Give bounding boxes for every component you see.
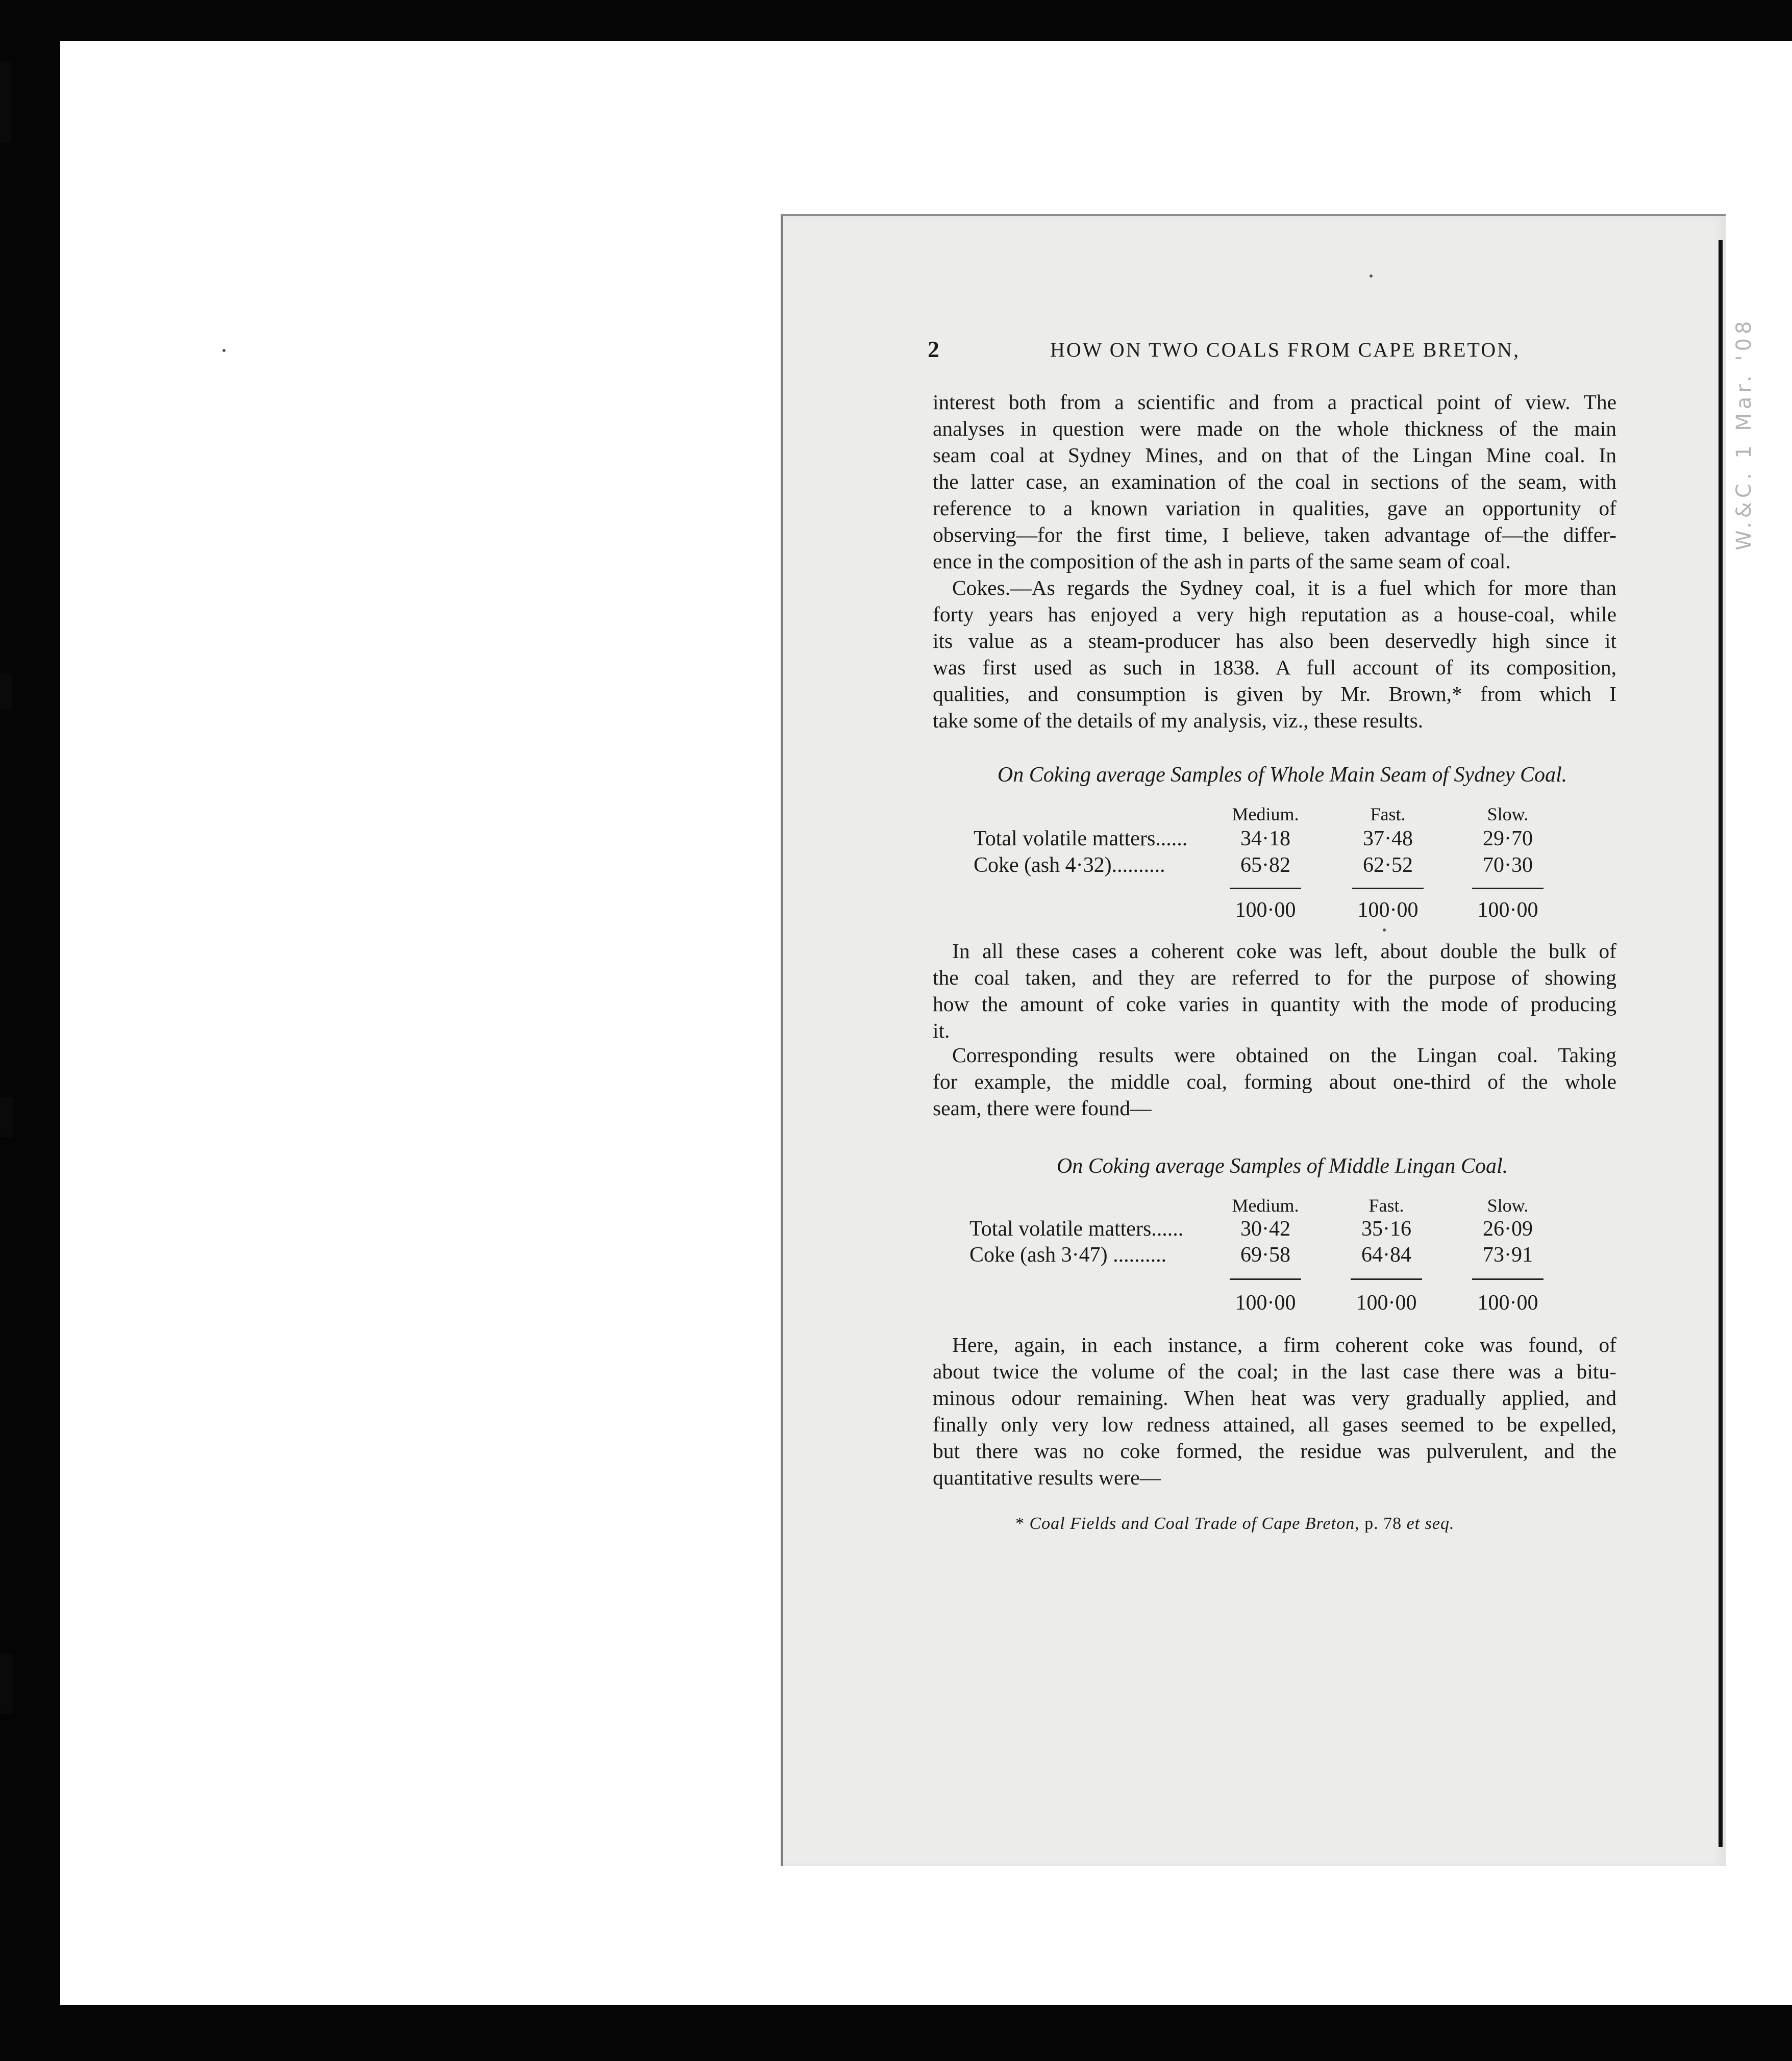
left-edge-mark <box>0 673 12 709</box>
total-cell: 100·00 <box>1235 898 1296 922</box>
total-cell: 100·00 <box>1477 898 1538 922</box>
table-caption: On Coking average Samples of Whole Main Seam of Sydney Coal. <box>997 763 1567 787</box>
line-text: the coal taken, and they are referred to for the purpose of showing <box>933 966 1616 989</box>
line-text: Cokes.—As regards the Sydney coal, it is a fuel which for more than <box>952 576 1616 599</box>
value-cell: 70·30 <box>1483 853 1533 877</box>
line-text: forty years has enjoyed a very high reputation as a house-coal, while <box>933 602 1616 626</box>
sum-rule <box>1351 1278 1422 1280</box>
text-line <box>933 938 1616 964</box>
text-line <box>933 1464 1616 1491</box>
text-line <box>933 654 1616 681</box>
paragraph-lingan <box>933 1042 1616 1121</box>
total-cell: 100·00 <box>1356 1291 1417 1315</box>
row-label: Total volatile matters...... <box>974 827 1188 850</box>
text-line <box>933 964 1616 991</box>
line-text: how the amount of coke varies in quantity with the mode of producing <box>933 992 1616 1016</box>
line-text: analyses in question were made on the whole thickness of the main <box>933 417 1616 440</box>
text-line <box>933 1017 1616 1044</box>
footnote-page: p. 78 <box>1359 1514 1407 1533</box>
sum-rule <box>1230 1278 1301 1280</box>
column-header: Fast. <box>1368 1195 1404 1216</box>
line-text: In all these cases a coherent coke was left, about double the bulk of <box>952 939 1616 963</box>
line-text: the latter case, an examination of the coal in sections of the seam, with <box>933 470 1616 493</box>
line-text: for example, the middle coal, forming about one-third of the whole <box>933 1070 1616 1093</box>
sum-rule <box>1472 1278 1544 1280</box>
sum-rule <box>1472 888 1544 889</box>
text-line <box>933 1042 1616 1068</box>
footnote-et-seq: et seq. <box>1406 1514 1455 1533</box>
text-line <box>933 415 1616 442</box>
value-cell: 65·82 <box>1240 853 1290 877</box>
dust-speck <box>1370 274 1373 278</box>
footnote-source-title: Coal Fields and Coal Trade of Cape Breton, <box>1029 1514 1360 1533</box>
text-line <box>933 991 1616 1017</box>
paragraph-results <box>933 1331 1616 1491</box>
line-text: seam, there were found— <box>933 1096 1152 1120</box>
line-text: minous odour remaining. When heat was very gradually applied, and <box>933 1386 1616 1410</box>
text-line <box>933 681 1616 707</box>
value-cell: 64·84 <box>1361 1243 1411 1267</box>
line-text: observing—for the first time, I believe, taken advantage of—the differ- <box>933 523 1616 546</box>
text-line <box>933 707 1616 734</box>
text-line <box>933 1411 1616 1438</box>
total-cell: 100·00 <box>1477 1291 1538 1315</box>
paragraph-coherent-coke <box>933 938 1616 1044</box>
value-cell: 34·18 <box>1240 827 1290 850</box>
footnote <box>1015 1514 1577 1534</box>
text-line <box>933 495 1616 521</box>
paragraph-intro <box>933 389 1616 574</box>
value-cell: 73·91 <box>1483 1243 1533 1267</box>
text-line <box>933 1331 1616 1358</box>
text-line <box>933 627 1616 654</box>
line-text: reference to a known variation in qualities, gave an opportunity of <box>933 496 1616 520</box>
dust-speck <box>1383 928 1386 932</box>
left-edge-mark <box>0 1653 13 1714</box>
table-caption: On Coking average Samples of Middle Lingan Coal. <box>1056 1154 1508 1178</box>
line-text: finally only very low redness attained, all gases seemed to be expelled, <box>933 1413 1616 1436</box>
sum-rule <box>1352 888 1424 889</box>
paragraph-cokes <box>933 574 1616 734</box>
text-line <box>933 548 1616 574</box>
sum-rule <box>1230 888 1301 889</box>
dust-speck <box>222 349 226 352</box>
page-number: 2 <box>928 336 941 362</box>
text-line <box>933 1358 1616 1385</box>
text-line <box>933 389 1616 415</box>
line-text: quantitative results were— <box>933 1466 1161 1489</box>
text-line <box>933 574 1616 601</box>
line-text: but there was no coke formed, the residue was pulverulent, and the <box>933 1439 1616 1463</box>
text-line <box>933 1385 1616 1411</box>
column-header: Medium. <box>1232 1195 1299 1216</box>
line-text: was first used as such in 1838. A full account of its composition, <box>933 656 1616 679</box>
text-line <box>933 442 1616 468</box>
value-cell: 62·52 <box>1363 853 1413 877</box>
column-header: Medium. <box>1232 804 1299 824</box>
left-edge-mark <box>0 61 11 143</box>
text-line <box>933 1438 1616 1464</box>
column-header: Slow. <box>1487 804 1529 824</box>
line-text: ence in the composition of the ash in parts of the same seam of coal. <box>933 549 1511 573</box>
value-cell: 69·58 <box>1240 1243 1290 1267</box>
value-cell: 35·16 <box>1361 1217 1411 1241</box>
line-text: seam coal at Sydney Mines, and on that of the Lingan Mine coal. In <box>933 443 1616 467</box>
value-cell: 30·42 <box>1240 1217 1290 1241</box>
text-line <box>933 1068 1616 1095</box>
row-label: Total volatile matters...... <box>969 1217 1184 1241</box>
left-edge-mark <box>0 1097 13 1138</box>
text-line <box>933 601 1616 627</box>
line-text: interest both from a scientific and from a practical point of view. The <box>933 390 1616 414</box>
value-cell: 37·48 <box>1363 827 1413 850</box>
value-cell: 29·70 <box>1483 827 1533 850</box>
row-label: Coke (ash 3·47) .......... <box>969 1243 1167 1267</box>
line-text: take some of the details of my analysis, viz., these results. <box>933 709 1424 732</box>
line-text: its value as a steam-producer has also been deservedly high since it <box>933 629 1616 652</box>
margin-stamp: W.&C. 1 Mar. '08 <box>1732 317 1756 550</box>
text-line <box>933 468 1616 495</box>
column-header: Fast. <box>1370 804 1406 824</box>
total-cell: 100·00 <box>1357 898 1418 922</box>
line-text: Corresponding results were obtained on the Lingan coal. Taking <box>952 1043 1616 1067</box>
text-line <box>933 1095 1616 1121</box>
total-cell: 100·00 <box>1235 1291 1296 1315</box>
line-text: qualities, and consumption is given by Mr. Brown,* from which I <box>933 682 1616 706</box>
running-title: HOW ON TWO COALS FROM CAPE BRETON, <box>1050 338 1520 361</box>
row-label: Coke (ash 4·32).......... <box>974 853 1165 877</box>
text-line <box>933 521 1616 548</box>
line-text: about twice the volume of the coal; in the last case there was a bitu- <box>933 1360 1616 1383</box>
footnote-marker: * <box>1015 1514 1025 1533</box>
page-spine <box>1719 240 1723 1847</box>
value-cell: 26·09 <box>1483 1217 1533 1241</box>
line-text: it. <box>933 1019 950 1042</box>
line-text: Here, again, in each instance, a firm coherent coke was found, of <box>952 1333 1616 1356</box>
column-header: Slow. <box>1487 1195 1529 1216</box>
